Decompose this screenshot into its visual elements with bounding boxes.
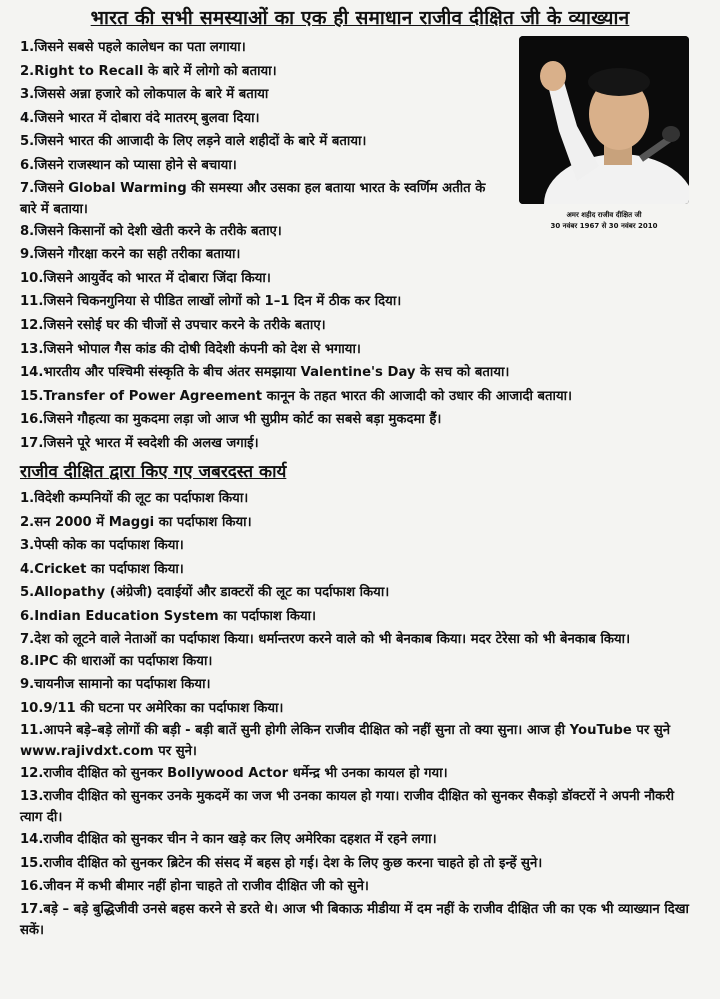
list-item: [20, 697, 705, 721]
item-text: राजीव दीक्षित को सुनकर चीन ने कान खड़े कर लिए अमेरिका दहशत में रहने लगा।: [43, 831, 437, 847]
item-number: 5.: [20, 585, 35, 601]
item-number: 2.: [20, 63, 35, 79]
list-item: [20, 852, 705, 876]
item-number: 7.: [20, 631, 35, 647]
list-item: [20, 338, 700, 362]
item-number: 2.: [20, 514, 35, 530]
list-item: [20, 720, 695, 762]
item-number: 10.: [20, 270, 44, 286]
item-number: 12.: [20, 317, 44, 333]
list-item: [20, 650, 705, 674]
photo-caption: [519, 210, 689, 232]
item-text: राजीव दीक्षित को सुनकर ब्रिटेन की संसद में बहस हो गई। देश के लिए कुछ करना चाहते हो तो इन्हें सुने।: [43, 855, 543, 871]
list-item: [20, 314, 700, 338]
list-item: [20, 408, 700, 432]
item-number: 13.: [20, 341, 44, 357]
item-number: 10.: [20, 700, 44, 716]
item-number: 14.: [20, 365, 44, 381]
item-text: जिसने सबसे पहले कालेधन का पता लगाया।: [34, 40, 246, 55]
list-item: [20, 786, 695, 828]
item-number: 9.: [20, 677, 35, 693]
list-item: [20, 899, 695, 941]
caption-dates: 30 नवंबर 1967 से 30 नवंबर 2010: [550, 222, 658, 230]
item-text: जिसने भारत की आजादी के लिए लड़ने वाले शहीदों के बारे में बताया।: [34, 134, 367, 150]
item-text: विदेशी कम्पनियों की लूट का पर्दाफाश किया।: [34, 491, 249, 506]
item-number: 5.: [20, 134, 35, 150]
list-item: [20, 385, 700, 409]
list-item: [20, 361, 700, 385]
list-item: [20, 267, 700, 291]
list-item: [20, 511, 705, 535]
item-number: 16.: [20, 412, 44, 428]
item-number: 1.: [20, 40, 35, 55]
item-text: Cricket का पर्दाफाश किया।: [34, 561, 184, 577]
list-item: [20, 673, 705, 697]
item-text: Transfer of Power Agreement कानून के तहत भारत की आजादी को उधार की आजादी बताया।: [43, 388, 573, 404]
item-number: 14.: [20, 831, 44, 847]
list-item: [20, 581, 705, 605]
item-text: जिसने चिकनगुनिया से पीडित लाखों लोगों को 1–1 दिन में ठीक कर दिया।: [43, 294, 402, 310]
list-item: [20, 243, 700, 267]
item-number: 15.: [20, 388, 44, 404]
item-number: 1.: [20, 491, 35, 506]
list-item: [20, 828, 705, 852]
item-number: 8.: [20, 223, 35, 239]
works-list: [20, 487, 705, 941]
item-text: Allopathy (अंग्रेजी) दवाईयों और डाक्टरों की लूट का पर्दाफाश किया।: [34, 585, 390, 601]
item-text: जिसने रसोई घर की चीजों से उपचार करने के तरीके बताए।: [43, 317, 326, 333]
caption-name: अमर शहीद राजीव दीक्षित जी: [566, 211, 642, 219]
page-title: भारत की सभी समस्याओं का एक ही समाधान राजीव दीक्षित जी के व्याख्यान: [90, 7, 630, 29]
item-text: आपने बड़े–बड़े लोगों की बड़ी - बड़ी बातें सुनी होगी लेकिन राजीव दीक्षित को नहीं सुना तो क्या सुना। आज ही YouTube पर सुने www.rajivdxt.com पर सुने।: [20, 723, 671, 760]
item-number: 8.: [20, 653, 35, 669]
list-item: [20, 432, 700, 456]
item-number: 4.: [20, 561, 35, 577]
item-number: 4.: [20, 110, 35, 126]
item-number: 17.: [20, 435, 44, 451]
item-number: 15.: [20, 855, 44, 871]
item-text: जिसने भारत में दोबारा वंदे मातरम् बुलवा दिया।: [34, 110, 260, 126]
item-number: 3.: [20, 87, 35, 103]
item-number: 9.: [20, 247, 35, 263]
item-text: जिससे अन्ना हजारे को लोकपाल के बारे में बताया: [34, 87, 269, 103]
item-text: राजीव दीक्षित को सुनकर उनके मुकदमें का जज भी उनका कायल हो गया। राजीव दीक्षित को सुनकर सैकड़ो डॉक्टरों ने अपनी नौकरी त्याग दी।: [20, 788, 675, 825]
portrait-photo: [519, 36, 689, 204]
item-text: जिसने किसानों को देशी खेती करने के तरीके बताए।: [34, 223, 282, 239]
list-item: [20, 875, 705, 899]
item-text: IPC की धाराओं का पर्दाफाश किया।: [34, 653, 213, 669]
item-number: 13.: [20, 788, 44, 804]
portrait-illustration: [519, 36, 689, 204]
item-text: जिसने आयुर्वेद को भारत में दोबारा जिंदा किया।: [43, 270, 271, 286]
section-title: राजीव दीक्षित द्वारा किए गए जबरदस्त कार्य: [20, 462, 287, 482]
list-item: [20, 487, 705, 511]
item-text: पेप्सी कोक का पर्दाफाश किया।: [34, 538, 184, 554]
item-text: भारतीय और पश्चिमी संस्कृति के बीच अंतर समझाया Valentine's Day के सच को बताया।: [43, 365, 510, 381]
item-text: देश को लूटने वाले नेताओं का पर्दाफाश किया। धर्मान्तरण करने वाले को भी बेनकाब किया। मदर टेरेसा को भी बेनकाब किया।: [34, 631, 631, 647]
list-item: [20, 178, 490, 220]
list-item: [20, 290, 700, 314]
item-text: जिसने राजस्थान को प्यासा होने से बचाया।: [34, 157, 237, 173]
item-text: जिसने पूरे भारत में स्वदेशी की अलख जगाई।: [43, 435, 259, 451]
item-number: 6.: [20, 157, 35, 173]
item-number: 6.: [20, 608, 35, 624]
item-number: 11.: [20, 723, 44, 739]
item-text: राजीव दीक्षित को सुनकर Bollywood Actor धर्मेन्द्र भी उनका कायल हो गया।: [43, 766, 448, 782]
list-item: [20, 629, 695, 650]
item-text: 9/11 की घटना पर अमेरिका का पर्दाफाश किया।: [43, 700, 284, 716]
list-item: [20, 534, 705, 558]
item-text: Right to Recall के बारे में लोगो को बताया।: [34, 63, 277, 79]
item-text: जिसने Global Warming की समस्या और उसका हल बताया भारत के स्वर्णिम अतीत के बारे में बताया।: [20, 180, 486, 217]
item-text: जिसने गौरक्षा करने का सही तरीका बताया।: [34, 247, 241, 263]
list-item: [20, 605, 705, 629]
item-number: 11.: [20, 294, 44, 310]
item-text: सन 2000 में Maggi का पर्दाफाश किया।: [34, 514, 252, 530]
item-text: जीवन में कभी बीमार नहीं होना चाहते तो राजीव दीक्षित जी को सुने।: [43, 879, 369, 895]
list-item: [20, 558, 705, 582]
item-number: 3.: [20, 538, 35, 554]
item-text: Indian Education System का पर्दाफाश किया।: [34, 608, 317, 624]
item-number: 16.: [20, 879, 44, 895]
item-number: 12.: [20, 766, 44, 782]
item-text: चायनीज सामानो का पर्दाफाश किया।: [34, 677, 211, 693]
list-item: [20, 762, 705, 786]
item-text: जिसने गौहत्या का मुकदमा लड़ा जो आज भी सुप्रीम कोर्ट का सबसे बड़ा मुकदमा हैं।: [43, 412, 442, 428]
item-text: जिसने भोपाल गैस कांड की दोषी विदेशी कंपनी को देश से भगाया।: [43, 341, 361, 357]
item-text: बड़े – बड़े बुद्धिजीवी उनसे बहस करने से डरते थे। आज भी बिकाऊ मीडीया में दम नहीं के राजीव दीक्षित जी का एक भी व्याख्यान दिखा सकें।: [20, 901, 689, 938]
item-number: 7.: [20, 180, 35, 196]
item-number: 17.: [20, 901, 44, 917]
